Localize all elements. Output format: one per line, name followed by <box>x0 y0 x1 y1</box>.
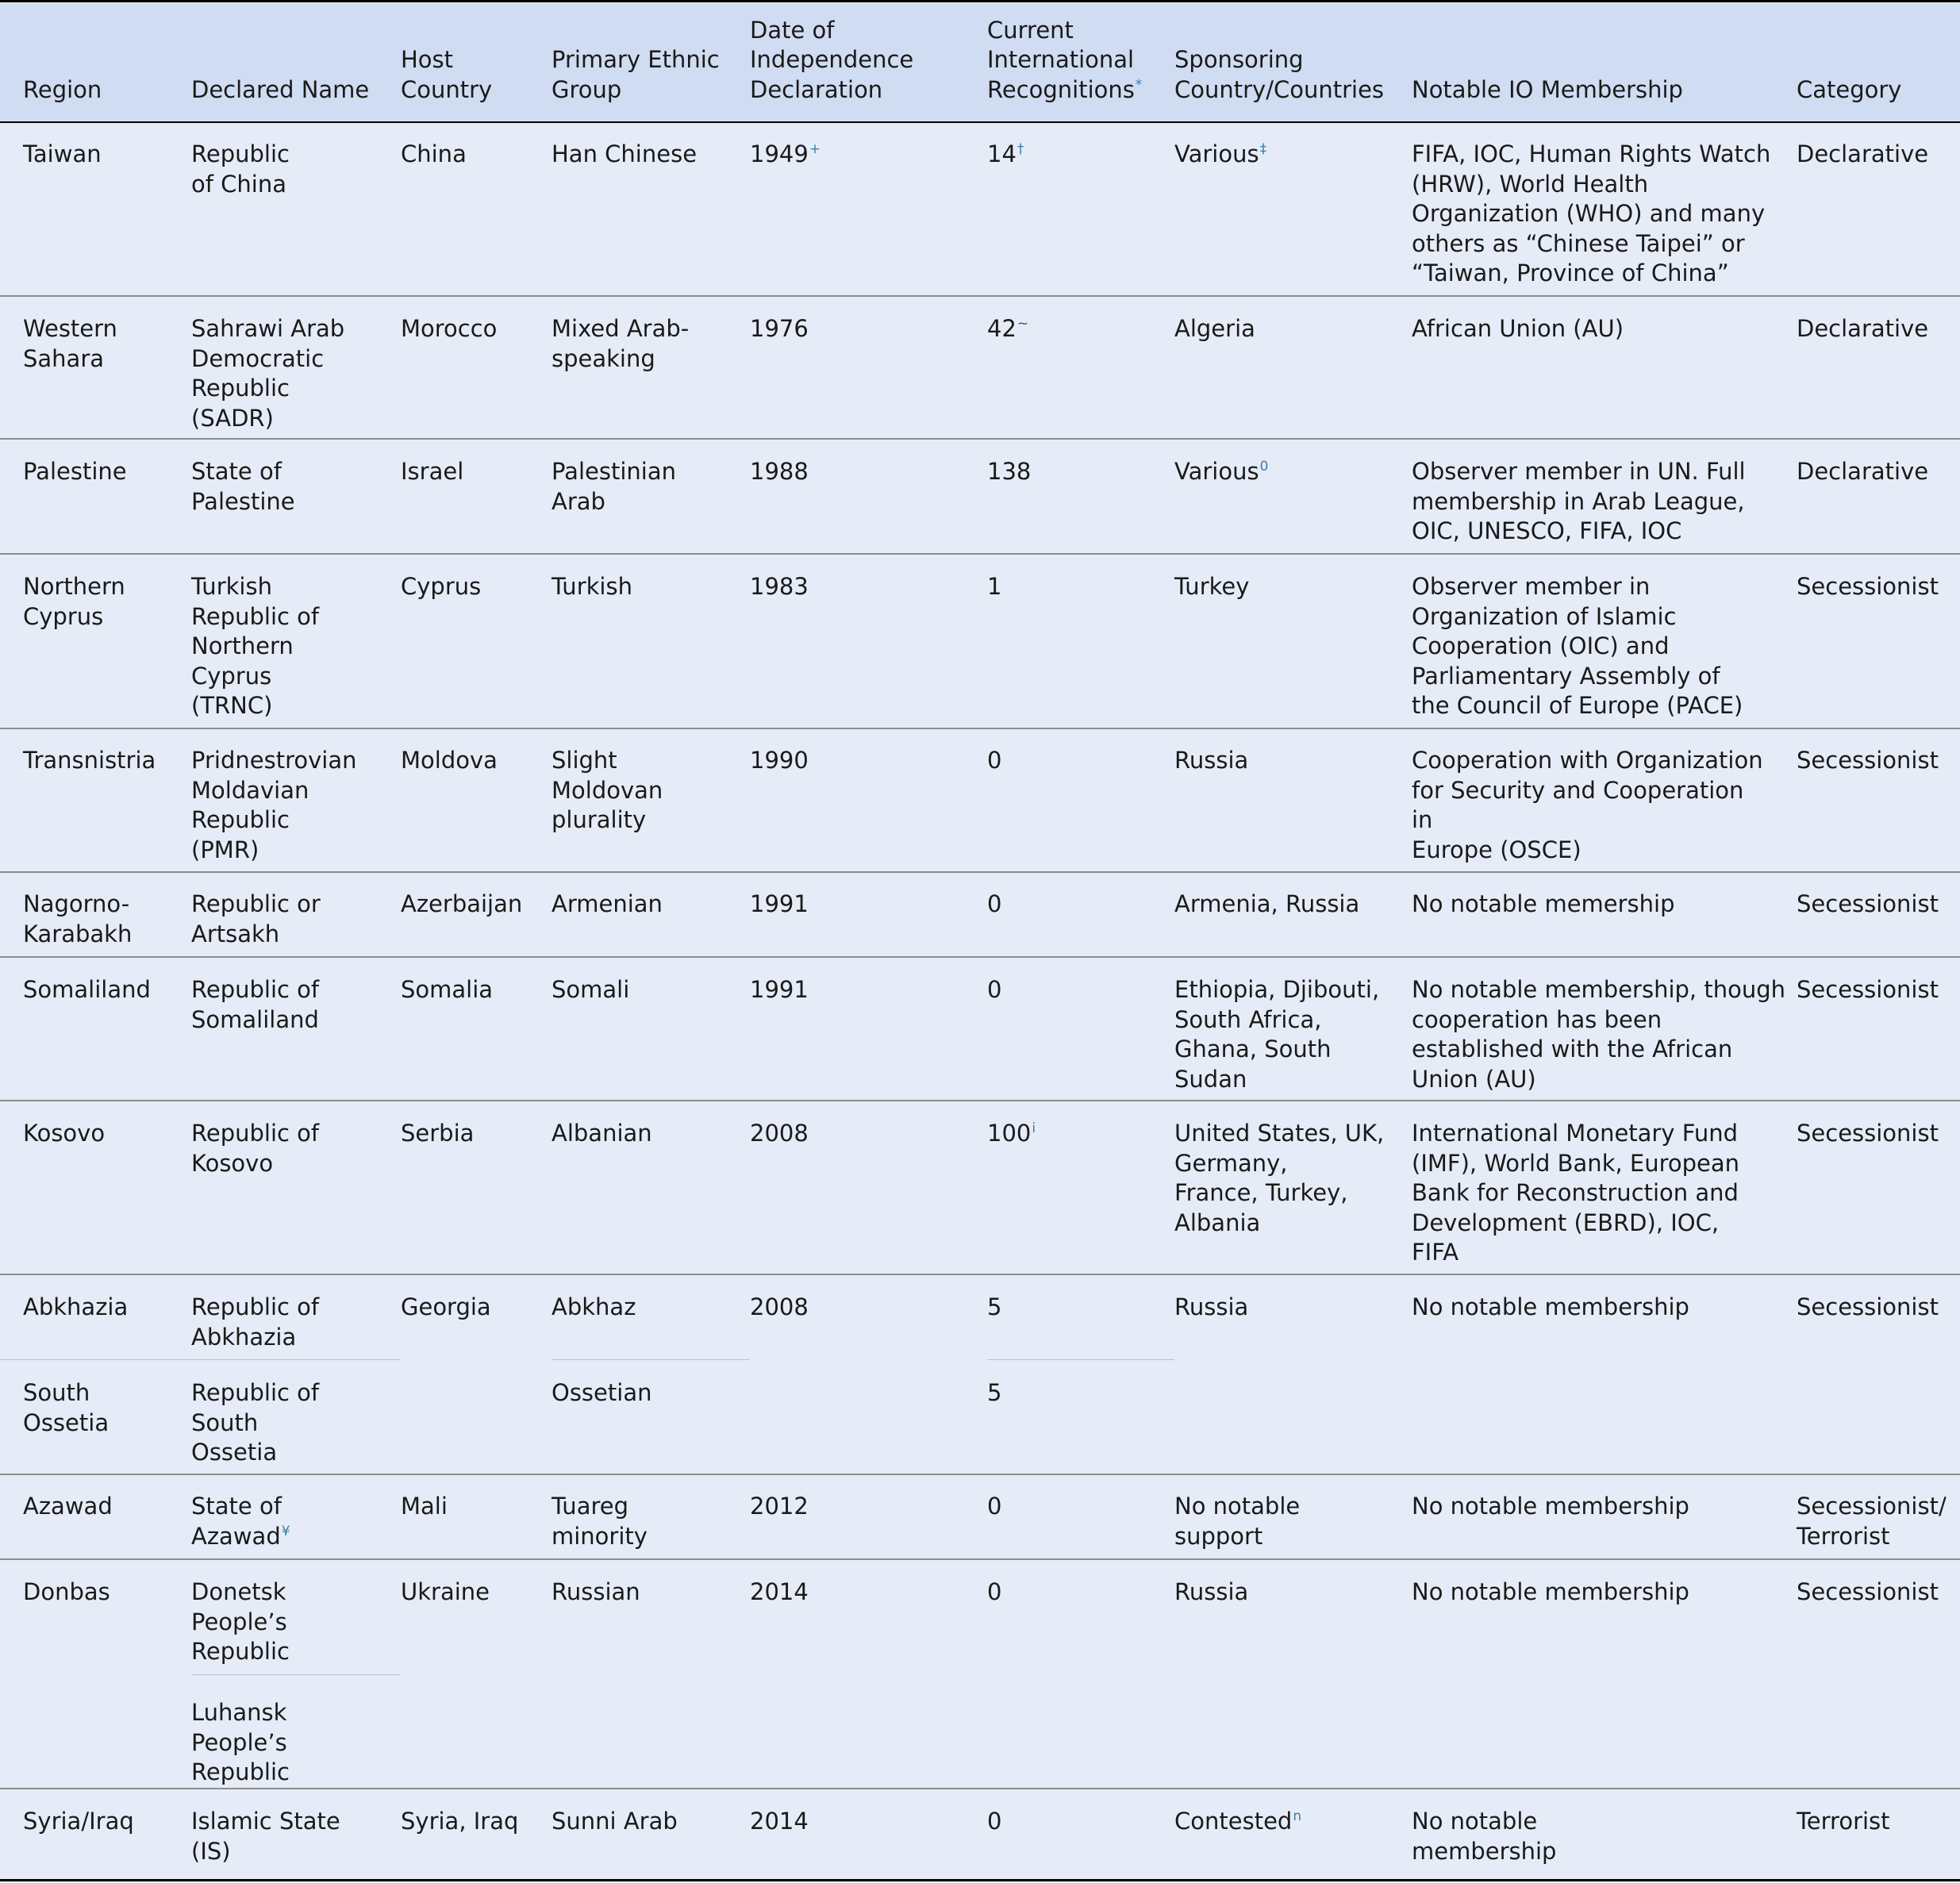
footnote-mark: ¥ <box>281 1523 290 1539</box>
table-cell-sponsoring-countries <box>1174 572 1249 602</box>
column-header-recognitions <box>987 16 1142 110</box>
table-cell-category <box>1797 140 1928 170</box>
row-divider <box>0 295 1960 297</box>
column-header-recognitions-text: Current International Recognitions <box>987 16 1135 103</box>
table-cell-region-text: Kosovo <box>23 1120 106 1147</box>
table-cell-category <box>1797 457 1928 487</box>
table-cell-primary-ethnic-group <box>551 1119 652 1149</box>
table-cell-declaration-date <box>750 1119 809 1149</box>
table-cell-recognitions <box>987 1807 1001 1837</box>
table-cell-declared-name-text: Republic of South Ossetia <box>191 1379 320 1466</box>
column-header-declared-name <box>191 75 369 106</box>
table-cell-declared-name-text: Islamic State (IS) <box>191 1808 340 1865</box>
table-cell-io-membership-text: No notable membership <box>1412 1578 1689 1605</box>
table-cell-region-text: Donbas <box>23 1578 110 1605</box>
table-cell-sponsoring-countries <box>1174 457 1268 491</box>
table-cell-declared-name <box>191 975 319 1035</box>
table-cell-recognitions <box>987 975 1001 1005</box>
table-cell-sponsoring-countries-text: Russia <box>1174 1578 1249 1605</box>
table-cell-declaration-date-text: 1991 <box>750 890 809 917</box>
table-cell-primary-ethnic-group <box>551 746 663 836</box>
table-cell-primary-ethnic-group <box>551 457 676 517</box>
table-cell-host-country-text: Mali <box>401 1493 448 1520</box>
table-cell-declared-name-text: Republic of China <box>191 140 290 198</box>
table-cell-io-membership-text: No notable membership <box>1412 1808 1557 1865</box>
table-cell-host-country-text: Georgia <box>401 1293 491 1320</box>
footnote-mark: 0 <box>1259 459 1269 475</box>
table-cell-io-membership-text: No notable memership <box>1412 890 1675 917</box>
table-cell-declared-name-text: State of Palestine <box>191 458 295 515</box>
table-cell-declared-name <box>191 140 290 199</box>
table-cell-category <box>1797 1119 1939 1149</box>
table-cell-host-country <box>401 890 522 920</box>
table-cell-declared-name <box>191 457 295 517</box>
footnote-mark: ~ <box>1017 316 1029 332</box>
table-cell-sponsoring-countries-text: Contested <box>1174 1808 1293 1835</box>
table-cell-recognitions-text: 0 <box>987 1578 1002 1605</box>
table-cell-primary-ethnic-group-text: Abkhaz <box>551 1293 636 1320</box>
row-divider <box>0 438 1960 440</box>
subrow-divider <box>551 1359 750 1360</box>
table-cell-region-text: South Ossetia <box>23 1379 110 1436</box>
table-cell-declaration-date-text: 2008 <box>750 1120 809 1147</box>
table-cell-declaration-date-text: 2014 <box>750 1578 809 1605</box>
table-cell-declaration-date-text: 1988 <box>750 458 809 485</box>
table-cell-declared-name <box>191 890 321 949</box>
table-cell-sponsoring-countries <box>1174 1119 1384 1238</box>
table-cell-host-country <box>401 1492 448 1522</box>
table-cell-category-text: Secessionist <box>1797 1578 1939 1605</box>
table-cell-primary-ethnic-group <box>551 1378 651 1408</box>
table-cell-io-membership-text: No notable membership <box>1412 1493 1689 1520</box>
table-cell-io-membership-text: African Union (AU) <box>1412 315 1624 342</box>
table-cell-declaration-date <box>750 975 809 1005</box>
table-cell-recognitions-text: 1 <box>987 573 1002 600</box>
table-cell-region-text: Nagorno- Karabakh <box>23 890 133 947</box>
row-divider <box>0 956 1960 958</box>
table-cell-region <box>23 1492 113 1522</box>
column-header-primary-ethnic-group <box>551 45 720 105</box>
table-cell-category <box>1797 314 1928 344</box>
table-cell-region-text: Northern Cyprus <box>23 573 125 630</box>
column-header-host-country-text: Host Country <box>401 46 493 103</box>
row-divider <box>0 553 1960 555</box>
table-cell-declaration-date-text: 2008 <box>750 1293 809 1320</box>
table-cell-declared-name-text: Republic of Kosovo <box>191 1120 320 1177</box>
table-cell-declaration-date-text: 1976 <box>750 315 809 342</box>
table-cell-declared-name <box>191 746 356 865</box>
table-cell-io-membership <box>1412 1807 1556 1866</box>
table-cell-declared-name-text: Donetsk People’s Republic <box>191 1578 290 1665</box>
table-cell-category <box>1797 1293 1939 1323</box>
table-cell-sponsoring-countries-text: Russia <box>1174 1293 1249 1320</box>
table-cell-primary-ethnic-group-text: Turkish <box>551 573 632 600</box>
table-cell-sponsoring-countries-text: Algeria <box>1174 315 1255 342</box>
table-cell-primary-ethnic-group <box>551 975 629 1005</box>
table-cell-sponsoring-countries <box>1174 890 1359 920</box>
table-cell-declaration-date <box>750 1293 809 1323</box>
table-cell-declaration-date-text: 1991 <box>750 976 809 1003</box>
table-cell-recognitions <box>987 1492 1001 1522</box>
table-cell-recognitions-text: 138 <box>987 458 1032 485</box>
table-cell-io-membership <box>1412 890 1675 920</box>
row-divider <box>0 1100 1960 1101</box>
table-cell-recognitions-text: 0 <box>987 976 1002 1003</box>
table-cell-declared-name <box>191 1577 290 1667</box>
table-cell-host-country-text: Somalia <box>401 976 494 1003</box>
table-cell-region <box>23 1119 105 1149</box>
table-cell-recognitions <box>987 890 1001 920</box>
column-header-declared-name-text: Declared Name <box>191 75 370 103</box>
table-cell-io-membership <box>1412 1119 1739 1268</box>
table-cell-category <box>1797 1807 1890 1837</box>
table-cell-region <box>23 746 156 776</box>
table-cell-category-text: Secessionist <box>1797 1120 1939 1147</box>
table-cell-recognitions-text: 0 <box>987 747 1002 774</box>
footnote-mark: i <box>1032 1120 1036 1136</box>
table-cell-primary-ethnic-group <box>551 890 663 920</box>
table-cell-recognitions <box>987 1119 1036 1153</box>
table-cell-declaration-date <box>750 1807 809 1837</box>
table-cell-declared-name-text: Republic of Abkhazia <box>191 1293 320 1351</box>
table-cell-primary-ethnic-group <box>551 314 689 374</box>
table-cell-category-text: Declarative <box>1797 140 1929 167</box>
table-cell-category <box>1797 890 1939 920</box>
table-cell-declared-name-text: Republic of Somaliland <box>191 976 320 1033</box>
table-cell-category-text: Secessionist <box>1797 890 1939 917</box>
top-rule <box>0 0 1960 2</box>
table-cell-category <box>1797 1577 1939 1608</box>
table-cell-declared-name-text: Luhansk People’s Republic <box>191 1699 290 1785</box>
table-cell-host-country-text: Serbia <box>401 1120 475 1147</box>
table-cell-region <box>23 890 132 949</box>
column-header-io-membership <box>1412 75 1683 106</box>
table-cell-host-country-text: Cyprus <box>401 573 482 600</box>
table-cell-recognitions-text: 5 <box>987 1379 1002 1406</box>
column-header-region <box>23 75 102 106</box>
table-cell-region <box>23 975 151 1005</box>
table-cell-category-text: Secessionist/ Terrorist <box>1797 1493 1947 1550</box>
table-cell-declared-name-text: Turkish Republic of Northern Cyprus (TRNC) <box>191 573 320 719</box>
table-cell-io-membership-text: Observer member in UN. Full membership in Arab League, OIC, UNESCO, FIFA, IOC <box>1412 458 1746 544</box>
table-cell-recognitions <box>987 1577 1001 1608</box>
table-cell-sponsoring-countries <box>1174 314 1255 344</box>
table-cell-sponsoring-countries <box>1174 975 1379 1094</box>
table-cell-io-membership <box>1412 572 1743 721</box>
table-cell-recognitions <box>987 1293 1001 1323</box>
table-cell-category-text: Secessionist <box>1797 1293 1939 1320</box>
table-cell-category <box>1797 746 1939 776</box>
table-cell-primary-ethnic-group-text: Mixed Arab- speaking <box>551 315 690 372</box>
table-cell-category <box>1797 975 1939 1005</box>
table-cell-declaration-date-text: 1983 <box>750 573 809 600</box>
table-cell-declared-name <box>191 1492 290 1555</box>
table-cell-region-text: Western Sahara <box>23 315 117 372</box>
table-cell-region-text: Syria/Iraq <box>23 1808 134 1835</box>
row-divider <box>0 728 1960 729</box>
footnote-mark: † <box>1017 141 1024 157</box>
table-cell-region-text: Transnistria <box>23 747 156 774</box>
table-cell-primary-ethnic-group-text: Somali <box>551 976 630 1003</box>
table-cell-category-text: Terrorist <box>1797 1808 1890 1835</box>
table-cell-recognitions-text: 5 <box>987 1293 1002 1320</box>
table-cell-declared-name-text: Pridnestrovian Moldavian Republic (PMR) <box>191 747 357 863</box>
table-cell-io-membership-text: No notable membership <box>1412 1293 1689 1320</box>
table-cell-primary-ethnic-group-text: Palestinian Arab <box>551 458 676 515</box>
table-cell-category <box>1797 572 1939 602</box>
table-cell-declared-name-text: Republic or Artsakh <box>191 890 321 947</box>
table-cell-category-text: Declarative <box>1797 458 1929 485</box>
table-cell-recognitions <box>987 140 1024 174</box>
table-cell-host-country <box>401 1293 491 1323</box>
table-cell-io-membership <box>1412 975 1785 1094</box>
table-cell-region-text: Somaliland <box>23 976 151 1003</box>
table-cell-region <box>23 1577 110 1608</box>
table-cell-declaration-date-text: 1949 <box>750 140 809 167</box>
column-header-declaration-date-text: Date of Independence Declaration <box>750 16 914 103</box>
table-cell-host-country-text: Israel <box>401 458 464 485</box>
table-cell-host-country-text: Moldova <box>401 747 498 774</box>
row-divider <box>0 1558 1960 1560</box>
table-cell-io-membership-text: International Monetary Fund (IMF), World Bank, European Bank for Reconstruction and Development (EBRD), IOC, FIFA <box>1412 1120 1740 1266</box>
column-header-primary-ethnic-group-text: Primary Ethnic Group <box>551 46 720 103</box>
table-cell-host-country <box>401 746 498 776</box>
table-cell-recognitions-text: 42 <box>987 315 1017 342</box>
table-cell-recognitions-text: 100 <box>987 1120 1032 1147</box>
table-cell-sponsoring-countries-text: Ethiopia, Djibouti, South Africa, Ghana, South Sudan <box>1174 976 1380 1093</box>
column-header-sponsoring-countries-text: Sponsoring Country/Countries <box>1174 46 1385 103</box>
table-cell-sponsoring-countries <box>1174 1807 1301 1841</box>
table-cell-region <box>23 1807 134 1837</box>
row-divider <box>0 1474 1960 1475</box>
table-cell-sponsoring-countries <box>1174 1577 1248 1608</box>
table-cell-io-membership <box>1412 1577 1689 1608</box>
row-divider <box>0 1788 1960 1789</box>
table-cell-recognitions <box>987 314 1028 348</box>
table-cell-recognitions <box>987 746 1001 776</box>
table-cell-primary-ethnic-group <box>551 140 697 170</box>
table-cell-sponsoring-countries-text: No notable support <box>1174 1493 1301 1550</box>
table-cell-sponsoring-countries <box>1174 140 1266 174</box>
table-cell-sponsoring-countries <box>1174 1492 1300 1551</box>
footnote-mark: + <box>809 141 821 157</box>
table-cell-category-text: Secessionist <box>1797 976 1939 1003</box>
table-cell-host-country-text: Ukraine <box>401 1578 490 1605</box>
table-cell-io-membership-text: FIFA, IOC, Human Rights Watch (HRW), World Health Organization (WHO) and many others as “Chinese Taipei” or “Taiwan, Province of China” <box>1412 140 1771 286</box>
table-cell-declaration-date <box>750 314 809 344</box>
header-rule <box>0 121 1960 123</box>
table-cell-region <box>23 314 117 374</box>
table-cell-declaration-date-text: 1990 <box>750 747 809 774</box>
column-header-sponsoring-countries <box>1174 45 1384 105</box>
table-cell-primary-ethnic-group <box>551 1807 678 1837</box>
table-cell-recognitions <box>987 457 1031 487</box>
table-cell-primary-ethnic-group <box>551 572 632 602</box>
table-cell-declared-name <box>191 1293 319 1352</box>
table-cell-declaration-date <box>750 457 809 487</box>
column-header-category <box>1797 75 1901 106</box>
table-cell-region <box>23 572 125 632</box>
table-cell-sponsoring-countries-text: Russia <box>1174 747 1249 774</box>
table-cell-category-text: Declarative <box>1797 315 1929 342</box>
column-header-category-text: Category <box>1797 75 1902 103</box>
column-header-declaration-date <box>750 16 913 106</box>
table-cell-primary-ethnic-group-text: Armenian <box>551 890 663 917</box>
table-cell-sponsoring-countries-text: United States, UK, Germany, France, Turkey, Albania <box>1174 1120 1385 1236</box>
table-cell-host-country-text: Morocco <box>401 315 498 342</box>
table-cell-declaration-date <box>750 140 821 174</box>
table-cell-host-country <box>401 314 497 344</box>
table-cell-sponsoring-countries-text: Armenia, Russia <box>1174 890 1360 917</box>
table-cell-io-membership-text: Cooperation with Organization for Security and Cooperation in Europe (OSCE) <box>1412 747 1763 863</box>
table-cell-primary-ethnic-group-text: Albanian <box>551 1120 652 1147</box>
table-cell-io-membership <box>1412 140 1770 289</box>
table-cell-host-country-text: Syria, Iraq <box>401 1808 519 1835</box>
table-cell-host-country <box>401 140 467 170</box>
table-cell-category <box>1797 1492 1947 1551</box>
table-cell-region-text: Azawad <box>23 1493 113 1520</box>
table-cell-host-country <box>401 975 493 1005</box>
table-cell-host-country-text: China <box>401 140 467 167</box>
table-cell-declaration-date-text: 2014 <box>750 1808 809 1835</box>
bottom-rule <box>0 1879 1960 1881</box>
table-cell-io-membership <box>1412 314 1624 344</box>
table-cell-sponsoring-countries <box>1174 1293 1248 1323</box>
table-cell-primary-ethnic-group <box>551 1293 636 1323</box>
table-cell-host-country-text: Azerbaijan <box>401 890 523 917</box>
table-cell-recognitions <box>987 572 1001 602</box>
table-cell-recognitions-text: 0 <box>987 1493 1002 1520</box>
subrow-divider <box>0 1359 401 1360</box>
table-cell-sponsoring-countries-text: Turkey <box>1174 573 1250 600</box>
table-cell-declared-name <box>191 1119 319 1178</box>
table-cell-io-membership <box>1412 1293 1689 1323</box>
table-cell-host-country <box>401 1577 490 1608</box>
table-cell-declared-name <box>191 1698 290 1788</box>
table-cell-declaration-date-text: 2012 <box>750 1493 809 1520</box>
table-cell-region <box>23 1378 109 1438</box>
table-cell-primary-ethnic-group <box>551 1577 640 1608</box>
table-cell-primary-ethnic-group-text: Slight Moldovan plurality <box>551 747 663 833</box>
table-cell-declaration-date <box>750 1492 809 1522</box>
table-cell-declared-name-text: Sahrawi Arab Democratic Republic (SADR) <box>191 315 345 432</box>
table-cell-declaration-date <box>750 572 809 602</box>
table-cell-recognitions <box>987 1378 1001 1408</box>
table-cell-primary-ethnic-group <box>551 1492 648 1551</box>
subrow-divider <box>987 1359 1174 1360</box>
table-cell-recognitions-text: 0 <box>987 1808 1002 1835</box>
row-divider <box>0 1274 1960 1275</box>
table-cell-declaration-date <box>750 1577 809 1608</box>
column-header-host-country <box>401 45 492 105</box>
subrow-divider <box>191 1674 401 1675</box>
table-cell-region <box>23 1293 128 1323</box>
footnote-mark: * <box>1135 76 1143 93</box>
table-cell-declaration-date <box>750 746 809 776</box>
table-cell-declaration-date <box>750 890 809 920</box>
column-header-io-membership-text: Notable IO Membership <box>1412 75 1683 103</box>
table-cell-primary-ethnic-group-text: Tuareg minority <box>551 1493 648 1550</box>
table-cell-sponsoring-countries <box>1174 746 1248 776</box>
table-cell-io-membership-text: Observer member in Organization of Islamic Cooperation (OIC) and Parliamentary Assembly of the Council of Europe (PACE) <box>1412 573 1743 719</box>
table-cell-host-country <box>401 457 463 487</box>
table-cell-primary-ethnic-group-text: Sunni Arab <box>551 1808 678 1835</box>
table-cell-declared-name <box>191 314 344 433</box>
table-cell-category-text: Secessionist <box>1797 747 1939 774</box>
table-cell-region-text: Abkhazia <box>23 1293 129 1320</box>
table-cell-io-membership <box>1412 457 1746 547</box>
table-cell-declared-name <box>191 1378 319 1468</box>
table-cell-sponsoring-countries-text: Various <box>1174 458 1259 485</box>
table-cell-io-membership <box>1412 746 1763 865</box>
table-cell-io-membership-text: No notable membership, though cooperation has been established with the African Union (AU) <box>1412 976 1786 1093</box>
table-cell-recognitions-text: 14 <box>987 140 1017 167</box>
footnote-mark: n <box>1293 1808 1302 1824</box>
table-cell-region-text: Palestine <box>23 458 127 485</box>
table-cell-primary-ethnic-group-text: Russian <box>551 1578 640 1605</box>
table-cell-region <box>23 457 127 487</box>
table-cell-sponsoring-countries-text: Various <box>1174 140 1259 167</box>
table-cell-io-membership <box>1412 1492 1689 1522</box>
table-cell-host-country <box>401 572 481 602</box>
table-cell-region <box>23 140 102 170</box>
table-cell-host-country <box>401 1119 474 1149</box>
table-cell-declared-name <box>191 572 319 721</box>
table-cell-recognitions-text: 0 <box>987 890 1002 917</box>
table-cell-category-text: Secessionist <box>1797 573 1939 600</box>
row-divider <box>0 871 1960 873</box>
table-cell-declared-name <box>191 1807 340 1866</box>
table-cell-host-country <box>401 1807 518 1837</box>
table-cell-declared-name-text: State of Azawad <box>191 1493 282 1550</box>
footnote-mark: ‡ <box>1259 141 1267 157</box>
table-cell-primary-ethnic-group-text: Ossetian <box>551 1379 652 1406</box>
column-header-region-text: Region <box>23 75 102 103</box>
table-cell-primary-ethnic-group-text: Han Chinese <box>551 140 698 167</box>
table-cell-region-text: Taiwan <box>23 140 102 167</box>
